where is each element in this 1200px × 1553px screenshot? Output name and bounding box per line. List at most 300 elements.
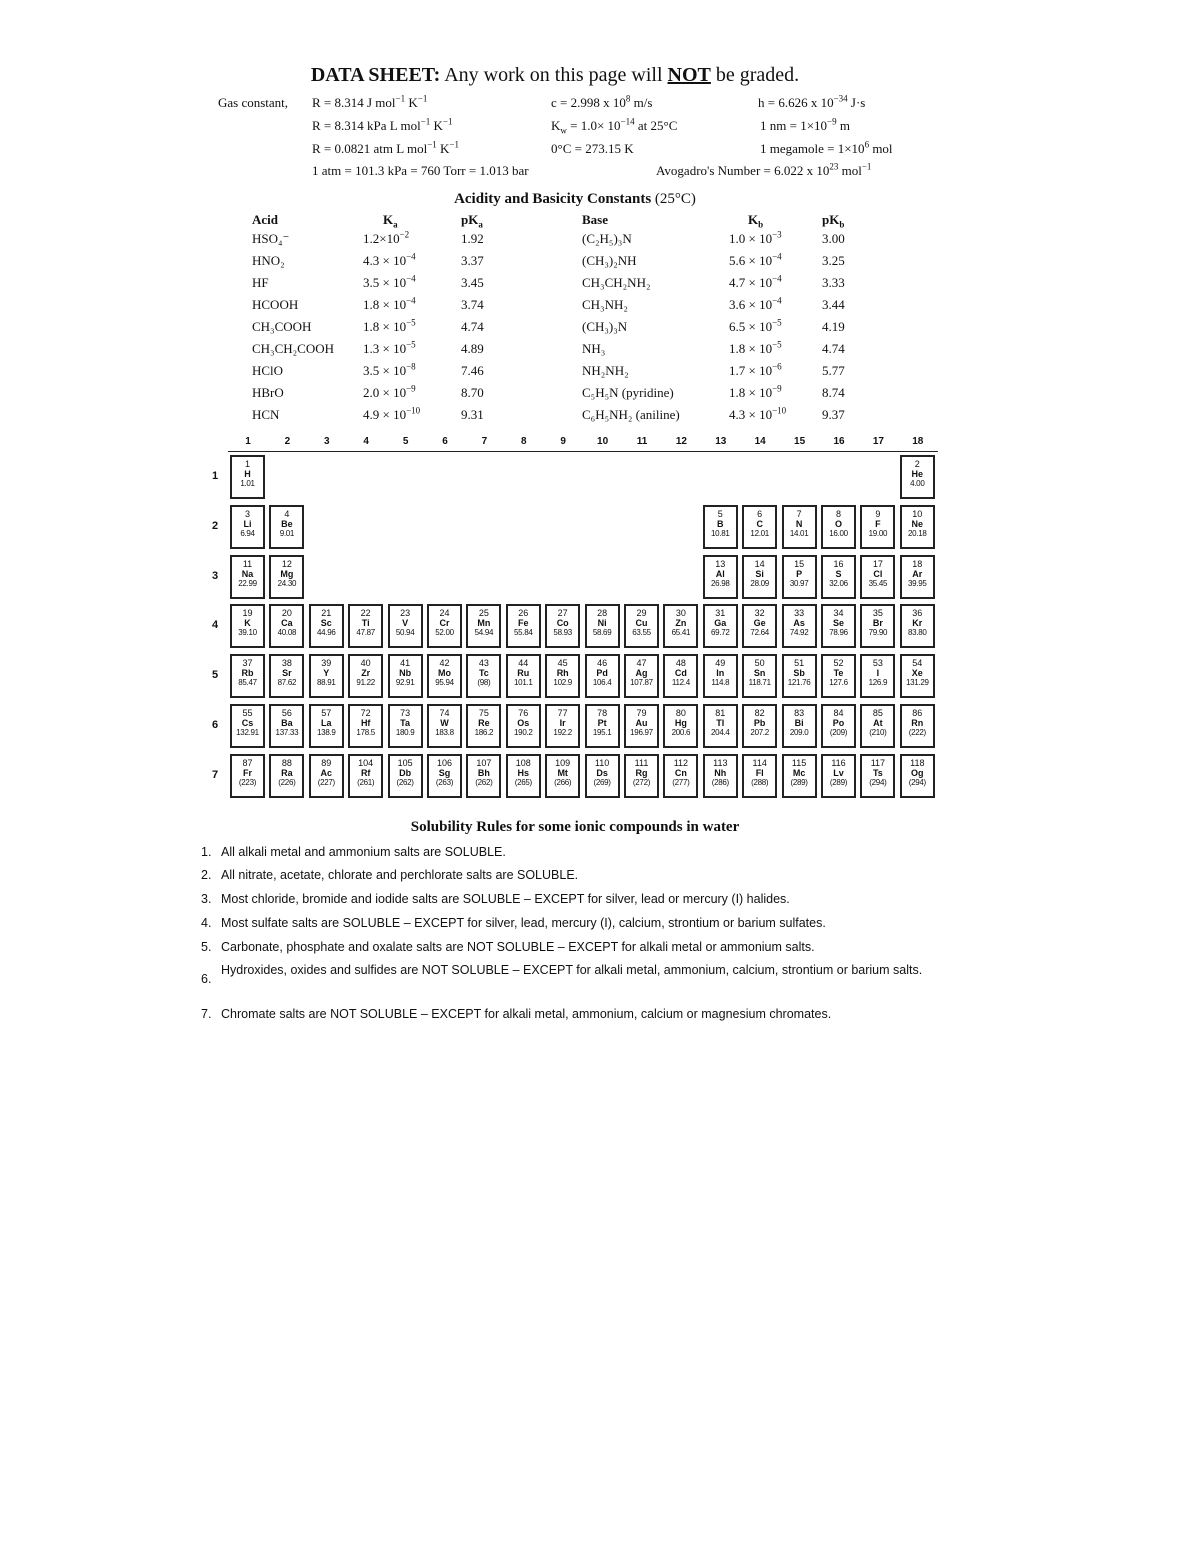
kb-value-text: 1.0 × 10 [729, 231, 773, 246]
atomic-mass: 35.45 [868, 578, 888, 588]
element-symbol: O [834, 518, 842, 529]
atomic-mass: 138.9 [317, 728, 336, 737]
element-symbol: Pb [753, 718, 766, 728]
element-cell-ba [269, 704, 304, 748]
element-cell-fe [506, 604, 541, 648]
kb-value-text: 1.8 × 10 [729, 385, 773, 400]
atomic-number: 107 [476, 757, 492, 768]
kb-value-exponent: −4 [772, 273, 782, 284]
element-cell-ru [506, 654, 541, 698]
element-cell-mc [782, 754, 817, 798]
atomic-mass: (226) [278, 777, 296, 787]
atomic-number: 10 [912, 508, 923, 519]
acid-name [252, 341, 334, 357]
element-symbol: Se [832, 618, 844, 629]
rule-number: 7. [201, 1007, 212, 1021]
kb-value-text: 1.8 × 10 [729, 341, 773, 356]
element-cell-cl [860, 555, 895, 599]
element-cell-se [821, 604, 856, 648]
atomic-mass: 54.94 [474, 628, 494, 638]
element-symbol: Nh [714, 767, 727, 778]
element-cell-rh [545, 654, 580, 698]
pka-value-text: 3.74 [461, 297, 484, 312]
atomic-number: 8 [835, 508, 841, 519]
atomic-number: 78 [597, 708, 608, 718]
element-cell-na [230, 555, 265, 599]
atomic-number: 43 [478, 658, 489, 669]
group-number: 8 [521, 436, 527, 447]
element-symbol: Br [872, 618, 883, 629]
element-cell-s [821, 555, 856, 599]
element-symbol: V [402, 618, 409, 629]
atomic-number: 77 [557, 708, 568, 718]
atomic-number: 110 [594, 757, 610, 768]
element-cell-co [545, 604, 580, 648]
element-symbol: Ca [281, 618, 293, 629]
element-symbol: Tl [716, 718, 725, 728]
element-cell-cs [230, 704, 265, 748]
atomic-mass: 69.72 [711, 628, 730, 638]
atomic-mass: 58.93 [553, 628, 572, 638]
element-symbol: P [796, 568, 803, 579]
ka-value-text: 4.9 × 10 [363, 407, 407, 422]
ka-value [363, 253, 416, 269]
element-symbol: Co [556, 618, 569, 629]
period-number: 3 [211, 569, 219, 582]
ka-value-exponent: −10 [406, 405, 421, 416]
atomic-number: 33 [794, 608, 805, 619]
element-symbol: Lv [833, 767, 844, 778]
atomic-mass: 39.10 [238, 628, 257, 638]
zero-celsius: 0°C = 273.15 K [551, 141, 634, 156]
kb-value [729, 297, 782, 313]
acid-name-text: HNO₂ [252, 253, 285, 268]
ka-value-text: 2.0 × 10 [363, 385, 407, 400]
atomic-number: 85 [872, 708, 883, 718]
element-cell-ti [348, 604, 383, 648]
element-cell-cu [624, 604, 659, 648]
group-number: 1 [245, 436, 251, 447]
element-symbol: La [321, 718, 332, 728]
element-symbol: Ta [400, 718, 411, 728]
pkb-value [822, 341, 845, 357]
atomic-number: 26 [518, 608, 529, 619]
acid-name-text: CH₃CH₂COOH [252, 341, 335, 356]
element-symbol: S [835, 568, 842, 579]
atomic-number: 106 [436, 757, 453, 768]
rule-number: 6. [201, 972, 212, 986]
acid-name [252, 363, 283, 379]
pka-value [461, 275, 484, 291]
pka-value-text: 4.74 [461, 319, 484, 334]
element-symbol: Tc [478, 668, 489, 679]
rule-number: 3. [201, 892, 212, 906]
atomic-number: 32 [754, 608, 765, 619]
atomic-mass: 4.00 [910, 479, 925, 488]
period-number: 6 [211, 719, 219, 731]
solubility-title: Solubility Rules for some ionic compounds in water [410, 819, 740, 835]
pkb-value-text: 3.00 [822, 231, 845, 246]
group-number: 14 [754, 436, 766, 447]
element-cell-b [703, 505, 738, 549]
element-symbol: Fl [755, 767, 764, 778]
atomic-mass: 92.91 [395, 678, 415, 688]
kb-value-exponent: −9 [772, 383, 782, 394]
element-cell-bh [466, 754, 501, 798]
group-number: 6 [442, 436, 448, 447]
element-cell-ta [388, 704, 423, 748]
atomic-mass: 204.4 [711, 728, 730, 737]
atomic-mass: 65.41 [671, 628, 691, 638]
ka-value-exponent: −4 [406, 295, 416, 306]
element-cell-k [230, 604, 265, 648]
atomic-mass: 83.80 [908, 628, 927, 638]
element-symbol: Mn [477, 618, 491, 629]
atomic-mass: 114.8 [711, 678, 730, 688]
pkb-value-text: 4.74 [822, 341, 845, 356]
atomic-number: 47 [636, 658, 647, 669]
page-title: DATA SHEET: Any work on this page will NOT be graded. [310, 64, 800, 86]
element-cell-pb [742, 704, 777, 748]
element-symbol: Ir [559, 718, 566, 728]
atomic-mass: (98) [477, 678, 491, 688]
atomic-number: 57 [321, 708, 332, 718]
atomic-number: 14 [754, 558, 765, 569]
ka-value [363, 319, 416, 335]
kb-value [729, 253, 782, 269]
nanometer: 1 nm = $1\times 10^{-9}$ m [760, 116, 850, 133]
element-cell-mn [466, 604, 501, 648]
pka-value [461, 341, 484, 357]
element-cell-hg [663, 704, 698, 748]
ka-value-exponent: −5 [406, 317, 416, 328]
atomic-mass: 192.2 [553, 728, 572, 737]
atomic-number: 1 [244, 459, 250, 469]
ka-value [363, 275, 416, 291]
element-symbol: Rb [241, 668, 254, 679]
element-cell-db [388, 754, 423, 798]
atomic-mass: (277) [672, 777, 690, 787]
element-cell-cd [663, 654, 698, 698]
ka-value-exponent: −4 [406, 251, 416, 262]
element-cell-y [309, 654, 344, 698]
element-symbol: Al [715, 568, 725, 579]
element-cell-lv [821, 754, 856, 798]
atomic-number: 17 [872, 558, 883, 569]
rule-text: All alkali metal and ammonium salts are SOLUBLE. [221, 845, 506, 859]
element-cell-tc [466, 654, 501, 698]
gas-constant-r2: R = 8.314 kPa L mol$^{-1}$ $K^{-1}$ [312, 116, 453, 133]
atomic-number: 83 [794, 708, 805, 718]
kb-value-text: 1.7 × 10 [729, 363, 773, 378]
element-cell-zr [348, 654, 383, 698]
element-symbol: Hf [360, 718, 371, 728]
element-cell-ir [545, 704, 580, 748]
element-cell-mg [269, 555, 304, 599]
acid-name [252, 231, 289, 247]
pka-value-text: 1.92 [461, 231, 484, 246]
element-symbol: Au [635, 718, 648, 728]
atomic-number: 50 [754, 658, 765, 669]
base-name-text: CH₃CH₂NH₂ [582, 275, 651, 290]
ka-value [363, 231, 409, 247]
atomic-mass: 58.69 [592, 628, 612, 638]
period-number: 2 [211, 519, 219, 532]
element-cell-hf [348, 704, 383, 748]
atomic-number: 28 [597, 608, 608, 619]
element-cell-cn [663, 754, 698, 798]
element-cell-ts [860, 754, 895, 798]
element-cell-rn [900, 704, 935, 748]
atomic-mass: (265) [514, 777, 532, 787]
atomic-number: 56 [281, 708, 292, 718]
element-symbol: At [873, 718, 883, 728]
atomic-number: 114 [752, 757, 767, 768]
base-name [582, 407, 680, 423]
element-cell-fr [230, 754, 265, 798]
acid-name [252, 253, 285, 269]
element-symbol: Cu [635, 618, 648, 629]
element-symbol: Nb [399, 668, 412, 679]
period-number: 7 [211, 768, 219, 781]
element-symbol: Fr [243, 767, 252, 778]
rule-text: Carbonate, phosphate and oxalate salts are NOT SOLUBLE – EXCEPT for alkali metal or ammonium salts. [221, 940, 815, 954]
pka-value-text: 3.37 [461, 253, 484, 268]
atomic-mass: 183.8 [435, 728, 454, 737]
element-cell-li [230, 505, 265, 549]
pkb-value-text: 3.33 [822, 275, 845, 290]
element-symbol: Fe [518, 618, 529, 629]
atomic-number: 53 [872, 658, 883, 669]
atomic-number: 108 [515, 757, 531, 768]
atomic-number: 36 [912, 608, 923, 619]
header-acid: Acid [252, 212, 278, 227]
element-symbol: As [793, 618, 805, 629]
atomic-mass: 91.22 [356, 678, 375, 688]
pkb-value-text: 3.25 [822, 253, 845, 268]
atomic-number: 18 [912, 558, 923, 569]
group-number: 11 [636, 436, 648, 447]
element-symbol: Ru [517, 668, 530, 679]
element-cell-al [703, 555, 738, 599]
acid-name-text: HCN [252, 407, 280, 422]
atomic-number: 112 [673, 757, 689, 768]
kb-value-text: 5.6 × 10 [729, 253, 773, 268]
element-symbol: In [716, 668, 725, 679]
atomic-mass: 102.9 [553, 678, 572, 688]
atomic-number: 15 [794, 558, 805, 569]
atomic-number: 11 [242, 558, 253, 569]
element-cell-ca [269, 604, 304, 648]
ka-value-exponent: −5 [406, 339, 416, 350]
element-cell-h [230, 455, 265, 499]
kw-constant: $K_w = 1.0\times 10^{-14}$ at 25°C [551, 116, 678, 136]
atomic-mass: 6.94 [240, 528, 255, 538]
atomic-mass: 186.2 [474, 728, 494, 737]
header-base: Base [582, 212, 608, 227]
group-number: 15 [794, 436, 806, 447]
kb-value-exponent: −6 [772, 361, 782, 372]
pka-value [461, 253, 484, 269]
element-cell-as [782, 604, 817, 648]
atomic-number: 2 [914, 459, 920, 469]
element-symbol: Pd [596, 668, 608, 679]
atomic-number: 105 [397, 757, 413, 768]
base-name [582, 363, 629, 379]
kb-value-exponent: −10 [772, 405, 787, 416]
atomic-number: 80 [675, 708, 686, 718]
atomic-mass: (266) [554, 777, 572, 787]
atomic-mass: 178.5 [356, 728, 375, 737]
element-symbol: Na [241, 568, 254, 579]
element-symbol: Ne [911, 518, 924, 529]
rule-number: 4. [201, 916, 212, 930]
atomic-number: 55 [242, 708, 253, 718]
kb-value [729, 407, 786, 423]
atomic-mass: 209.0 [789, 728, 809, 737]
element-cell-sb [782, 654, 817, 698]
ka-value-text: 1.3 × 10 [363, 341, 407, 356]
base-name-text: NH₃ [582, 341, 606, 356]
pka-value-text: 3.45 [461, 275, 484, 290]
atomic-mass: 207.2 [750, 728, 769, 737]
element-symbol: Db [399, 767, 412, 778]
element-cell-fl [742, 754, 777, 798]
ka-value-exponent: −4 [406, 273, 416, 284]
pka-value [461, 297, 484, 313]
atomic-mass: 52.00 [435, 628, 454, 638]
atomic-number: 42 [439, 658, 450, 669]
atomic-number: 20 [281, 608, 292, 619]
element-symbol: Xe [911, 668, 923, 679]
acid-base-title: Acidity and Basicity Constants (25°C) [454, 191, 696, 207]
atomic-mass: 118.71 [748, 678, 771, 688]
element-symbol: K [244, 618, 251, 629]
element-symbol: Hg [674, 718, 687, 728]
atomic-number: 29 [636, 608, 647, 619]
element-cell-tl [703, 704, 738, 748]
atomic-number: 116 [831, 757, 846, 768]
pkb-value [822, 231, 845, 247]
group-number: 17 [872, 436, 884, 447]
pkb-value [822, 253, 845, 269]
atomic-mass: 55.84 [514, 628, 533, 638]
element-cell-be [269, 505, 304, 549]
group-number: 10 [597, 436, 609, 447]
atomic-mass: 132.91 [236, 728, 259, 737]
atomic-mass: 9.01 [279, 528, 295, 538]
acid-name-text: HClO [252, 363, 284, 378]
kb-value [729, 231, 782, 247]
element-symbol: He [911, 469, 924, 479]
group-number: 5 [402, 436, 409, 447]
gas-constant-r3: R = 0.0821 atm L mol$^{-1}$ $K^{-1}$ [312, 139, 459, 156]
element-cell-f [860, 505, 895, 549]
group-number: 4 [363, 436, 369, 447]
atomic-number: 115 [791, 757, 807, 768]
atomic-mass: 200.6 [671, 728, 691, 737]
ka-value-exponent: −2 [399, 229, 410, 240]
element-symbol: Kr [912, 618, 923, 629]
atomic-mass: (209) [829, 728, 848, 737]
element-symbol: Sn [753, 668, 766, 679]
element-cell-c [742, 505, 777, 549]
element-symbol: Mg [280, 568, 294, 579]
header-pkb: $pK_b$ [822, 212, 845, 230]
atomic-number: 72 [360, 708, 371, 718]
pkb-value-text: 4.19 [822, 319, 845, 334]
element-cell-hs [506, 754, 541, 798]
group-divider [228, 451, 938, 452]
atomic-number: 21 [321, 608, 332, 619]
element-cell-p [782, 555, 817, 599]
atomic-number: 22 [360, 608, 371, 619]
base-name [582, 275, 651, 291]
atomic-mass: (263) [435, 777, 454, 787]
atomic-number: 52 [833, 658, 844, 669]
atomic-number: 73 [400, 708, 411, 718]
atomic-number: 44 [518, 658, 529, 669]
element-cell-pd [585, 654, 620, 698]
atomic-number: 74 [439, 708, 450, 718]
atomic-number: 104 [358, 757, 374, 768]
element-cell-mo [427, 654, 462, 698]
kb-value-text: 4.7 × 10 [729, 275, 773, 290]
element-cell-i [860, 654, 895, 698]
atomic-mass: 107.87 [630, 678, 653, 688]
atomic-mass: 101.1 [514, 678, 533, 688]
element-symbol: Li [243, 518, 252, 529]
acid-name [252, 385, 284, 401]
pka-value-text: 7.46 [461, 363, 484, 378]
atomic-mass: (261) [357, 777, 375, 787]
atomic-mass: 112.4 [671, 678, 690, 688]
element-symbol: Re [478, 718, 490, 728]
atomic-number: 86 [912, 708, 923, 718]
element-symbol: Rg [635, 767, 648, 778]
element-cell-sc [309, 604, 344, 648]
element-cell-te [821, 654, 856, 698]
acid-name [252, 297, 298, 313]
element-cell-og [900, 754, 935, 798]
ka-value-text: 3.5 × 10 [363, 275, 407, 290]
element-cell-la [309, 704, 344, 748]
atomic-mass: (262) [396, 777, 414, 787]
atomic-mass: (294) [908, 777, 926, 787]
element-symbol: Pt [597, 718, 607, 728]
element-symbol: Ti [361, 618, 370, 629]
atomic-number: 84 [833, 708, 844, 718]
atomic-mass: 87.62 [277, 678, 297, 688]
element-symbol: Ba [281, 718, 293, 728]
base-name [582, 297, 628, 313]
base-name-text: NH₂NH₂ [582, 363, 629, 378]
group-number: 16 [833, 436, 845, 447]
element-symbol: Cs [241, 718, 254, 728]
element-symbol: Be [281, 518, 293, 529]
element-symbol: Y [323, 668, 330, 679]
atomic-mass: 30.97 [789, 578, 809, 588]
atomic-mass: (286) [711, 777, 729, 787]
element-cell-ga [703, 604, 738, 648]
ka-value [363, 385, 416, 401]
element-symbol: Rf [360, 767, 371, 778]
element-symbol: Zn [675, 618, 687, 629]
atomic-mass: 50.94 [395, 628, 415, 638]
kb-value-exponent: −5 [772, 317, 782, 328]
atomic-mass: (289) [790, 777, 808, 787]
atomic-number: 81 [715, 708, 726, 718]
